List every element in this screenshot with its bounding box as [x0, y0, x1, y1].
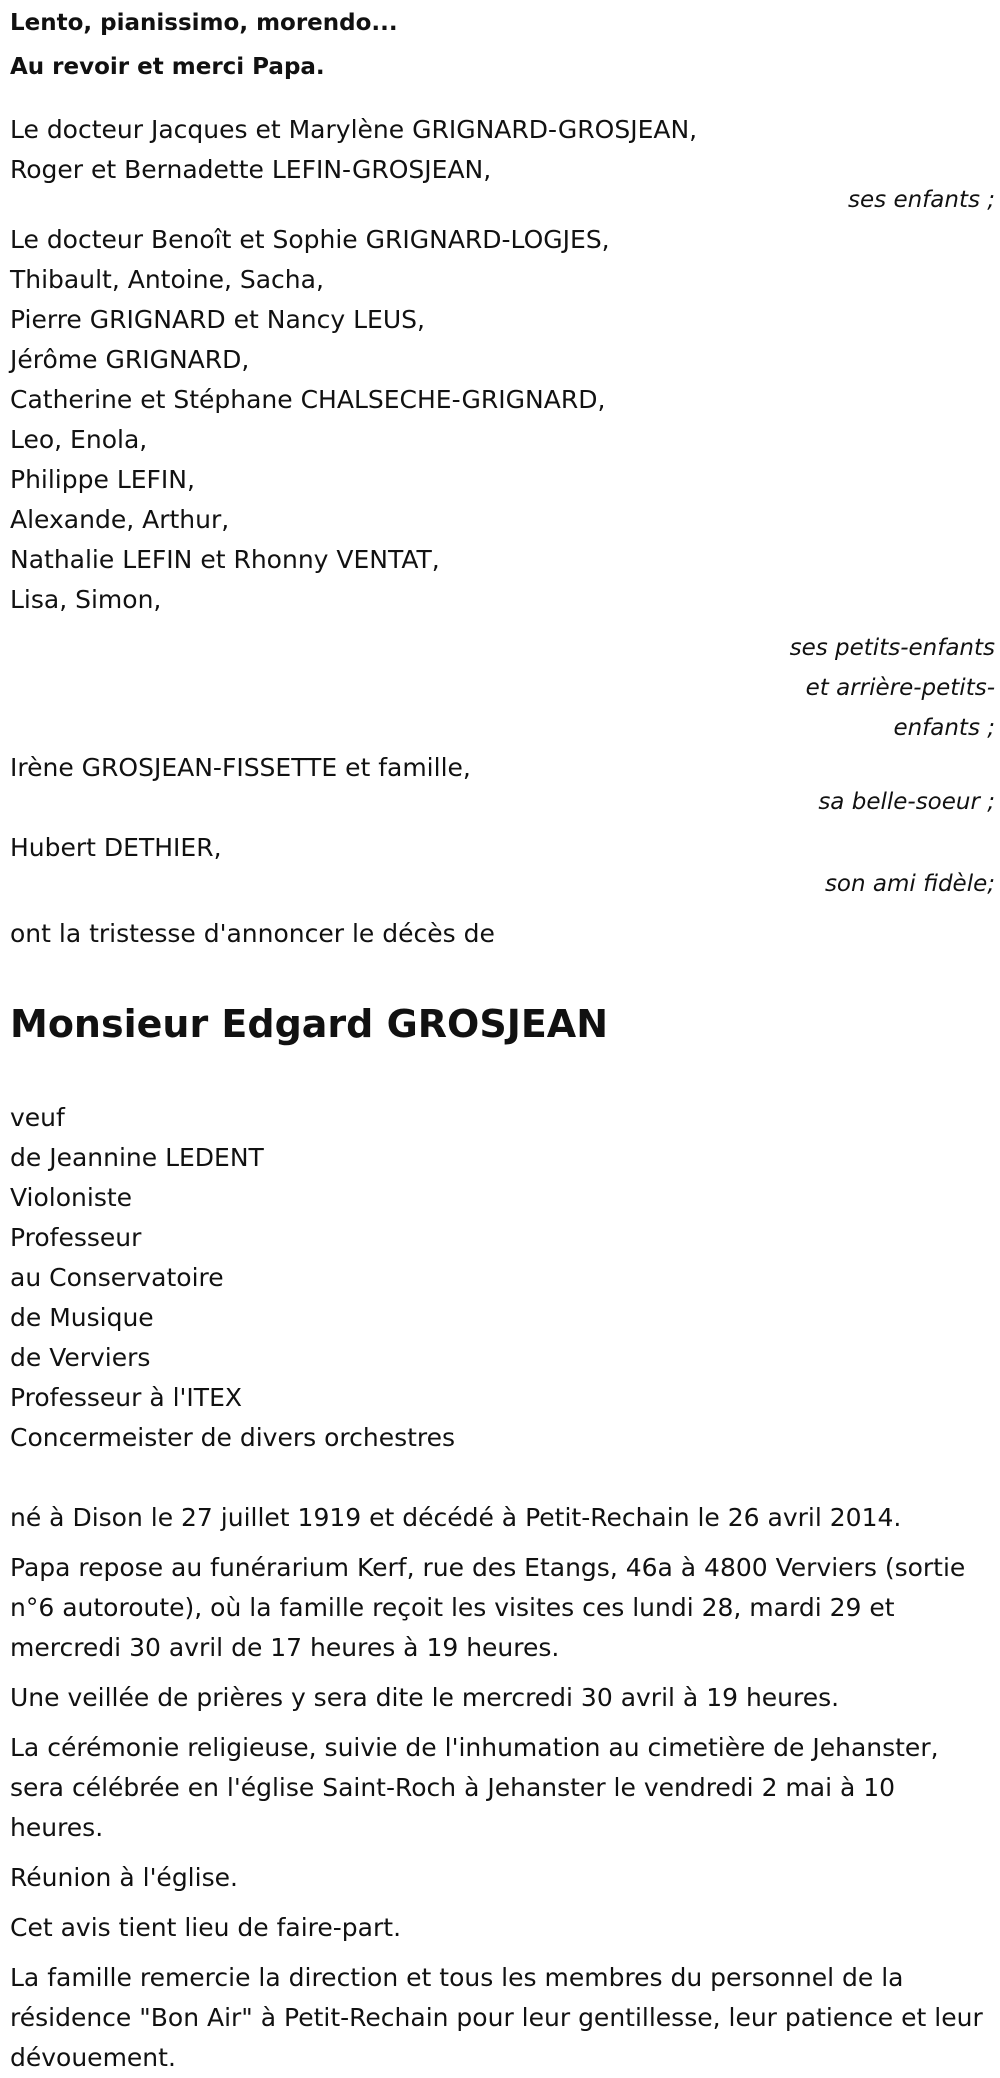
- friend-line: Hubert DETHIER,: [10, 833, 222, 862]
- motto-line-1: Lento, pianissimo, morendo...: [10, 10, 398, 36]
- sister-in-law-line: Irène GROSJEAN-FISSETTE et famille,: [10, 753, 471, 782]
- deceased-name: Monsieur Edgard GROSJEAN: [10, 1002, 609, 1046]
- notice-paragraph: Cet avis tient lieu de faire-part.: [10, 1913, 402, 1942]
- announcement-text: ont la tristesse d'annoncer le décès de: [10, 919, 495, 948]
- title-line: de Jeannine LEDENT: [10, 1143, 264, 1172]
- title-line: Concermeister de divers orchestres: [10, 1423, 456, 1452]
- titles-block: [10, 1098, 995, 1458]
- title-line: au Conservatoire: [10, 1263, 224, 1292]
- grandchildren-role: enfants ;: [893, 715, 995, 741]
- obituary-content: [10, 0, 995, 2078]
- grandchildren-block: [10, 220, 995, 748]
- grandchildren-line: Catherine et Stéphane CHALSECHE-GRIGNARD,: [10, 385, 606, 414]
- vigil-paragraph: Une veillée de prières y sera dite le mercredi 30 avril à 19 heures.: [10, 1683, 840, 1712]
- children-block: [10, 110, 995, 220]
- funerarium-paragraph: Papa repose au funérarium Kerf, rue des Etangs, 46a à 4800 Verviers (sortie n°6 autoroute), où la famille reçoit les visites ces lundi 28, mardi 29 et mercredi 30 avril de 17 heures à 19 heures.: [10, 1553, 966, 1662]
- grandchildren-line: Pierre GRIGNARD et Nancy LEUS,: [10, 305, 425, 334]
- details-block: [10, 1498, 995, 2078]
- title-line: Professeur à l'ITEX: [10, 1383, 242, 1412]
- grandchildren-line: Jérôme GRIGNARD,: [10, 345, 250, 374]
- title-line: veuf: [10, 1103, 65, 1132]
- title-line: Violoniste: [10, 1183, 133, 1212]
- grandchildren-line: Thibault, Antoine, Sacha,: [10, 265, 324, 294]
- ceremony-paragraph: La cérémonie religieuse, suivie de l'inhumation au cimetière de Jehanster, sera célébrée en l'église Saint-Roch à Jehanster le vendredi 2 mai à 10 heures.: [10, 1733, 939, 1842]
- friend-block: [10, 828, 995, 904]
- title-line: de Musique: [10, 1303, 154, 1332]
- grandchildren-line: Alexande, Arthur,: [10, 505, 230, 534]
- children-role: ses enfants ;: [848, 187, 995, 213]
- grandchildren-role: et arrière-petits-: [805, 675, 995, 701]
- grandchildren-line: Lisa, Simon,: [10, 585, 162, 614]
- birth-death-paragraph: né à Dison le 27 juillet 1919 et décédé à Petit-Rechain le 26 avril 2014.: [10, 1503, 902, 1532]
- grandchildren-line: Le docteur Benoît et Sophie GRIGNARD-LOGJES,: [10, 225, 610, 254]
- friend-role: son ami fidèle;: [824, 871, 995, 897]
- grandchildren-role: ses petits-enfants: [789, 635, 995, 661]
- children-line: Roger et Bernadette LEFIN-GROSJEAN,: [10, 155, 492, 184]
- sister-in-law-block: [10, 748, 995, 822]
- motto-line-2: Au revoir et merci Papa.: [10, 54, 325, 80]
- grandchildren-line: Leo, Enola,: [10, 425, 148, 454]
- grandchildren-line: Nathalie LEFIN et Rhonny VENTAT,: [10, 545, 440, 574]
- meeting-paragraph: Réunion à l'église.: [10, 1863, 238, 1892]
- children-line: Le docteur Jacques et Marylène GRIGNARD-GROSJEAN,: [10, 115, 698, 144]
- thanks-paragraph: La famille remercie la direction et tous les membres du personnel de la résidence "Bon Air" à Petit-Rechain pour leur gentillesse, leur patience et leur dévouement.: [10, 1963, 983, 2072]
- grandchildren-line: Philippe LEFIN,: [10, 465, 195, 494]
- title-line: Professeur: [10, 1223, 142, 1252]
- sister-in-law-role: sa belle-soeur ;: [818, 789, 995, 815]
- title-line: de Verviers: [10, 1343, 151, 1372]
